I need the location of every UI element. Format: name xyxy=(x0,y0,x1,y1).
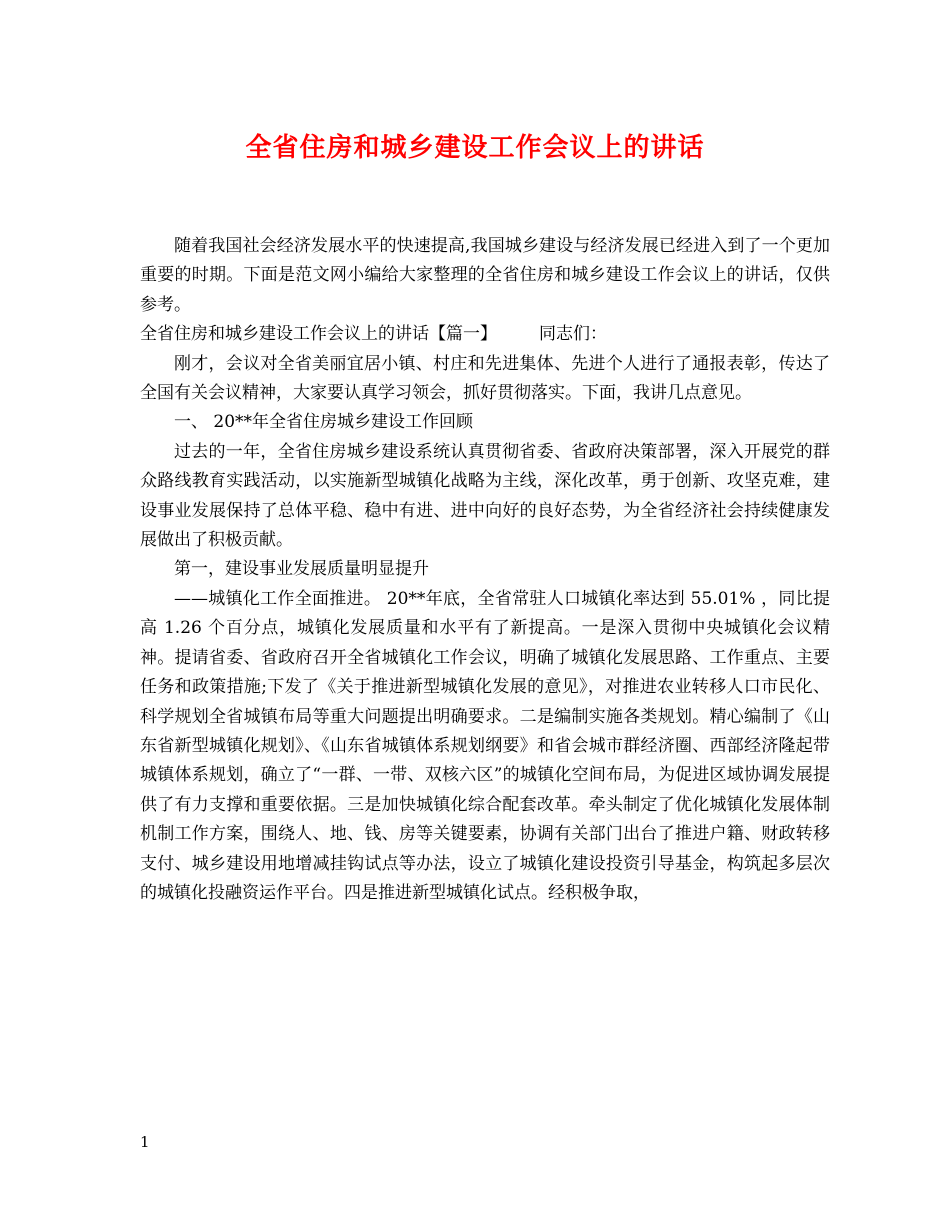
section-heading-line xyxy=(140,320,830,349)
document-title: 全省住房和城乡建设工作会议上的讲话 xyxy=(245,133,705,163)
document-body xyxy=(140,232,830,908)
section-heading: 全省住房和城乡建设工作会议上的讲话【篇一】 xyxy=(140,324,497,345)
body-paragraph: 刚才，会议对全省美丽宜居小镇、村庄和先进集体、先进个人进行了通报表彰，传达了全国有关会议精神，大家要认真学习领会，抓好贯彻落实。下面，我讲几点意见。 xyxy=(140,353,830,404)
salutation: 同志们： xyxy=(539,324,607,345)
subsection-heading-1: 第一，建设事业发展质量明显提升 xyxy=(174,559,429,580)
section-heading-1: 一、 20**年全省住房城乡建设工作回顾 xyxy=(174,412,474,433)
body-paragraph: 过去的一年，全省住房城乡建设系统认真贯彻省委、省政府决策部署，深入开展党的群众路线教育实践活动，以实施新型城镇化战略为主线，深化改革，勇于创新、攻坚克难，建设事业发展保持了总体平稳、稳中有进、进中向好的良好态势，为全省经济社会持续健康发展做出了积极贡献。 xyxy=(140,441,830,551)
page-number: 1 xyxy=(140,1133,150,1151)
intro-paragraph: 随着我国社会经济发展水平的快速提高,我国城乡建设与经济发展已经进入到了一个更加重要的时期。下面是范文网小编给大家整理的全省住房和城乡建设工作会议上的讲话，仅供参考。 xyxy=(140,236,830,315)
body-paragraph: ——城镇化工作全面推进。 20**年底，全省常驻人口城镇化率达到 55.01% ，同比提高 1.26 个百分点，城镇化发展质量和水平有了新提高。一是深入贯彻中央城镇化会议精神。提请省委、省政府召开全省城镇化工作会议，明确了城镇化发展思路、工作重点、主要任务和政策措施;下发了《关于推进新型城镇化发展的意见》，对推进农业转移人口市民化、科学规划全省城镇布局等重大问题提出明确要求。二是编制实施各类规划。精心编制了《山东省新型城镇化规划》、《山东省城镇体系规划纲要》和省会城市群经济圈、西部经济隆起带城镇体系规划，确立了“一群、一带、双核六区”的城镇化空间布局，为促进区域协调发展提供了有力支撑和重要依据。三是加快城镇化综合配套改革。牵头制定了优化城镇化发展体制机制工作方案，围绕人、地、钱、房等关键要素，协调有关部门出台了推进户籍、财政转移支付、城乡建设用地增减挂钩试点等办法，设立了城镇化建设投资引导基金，构筑起多层次的城镇化投融资运作平台。四是推进新型城镇化试点。经积极争取， xyxy=(140,588,830,903)
